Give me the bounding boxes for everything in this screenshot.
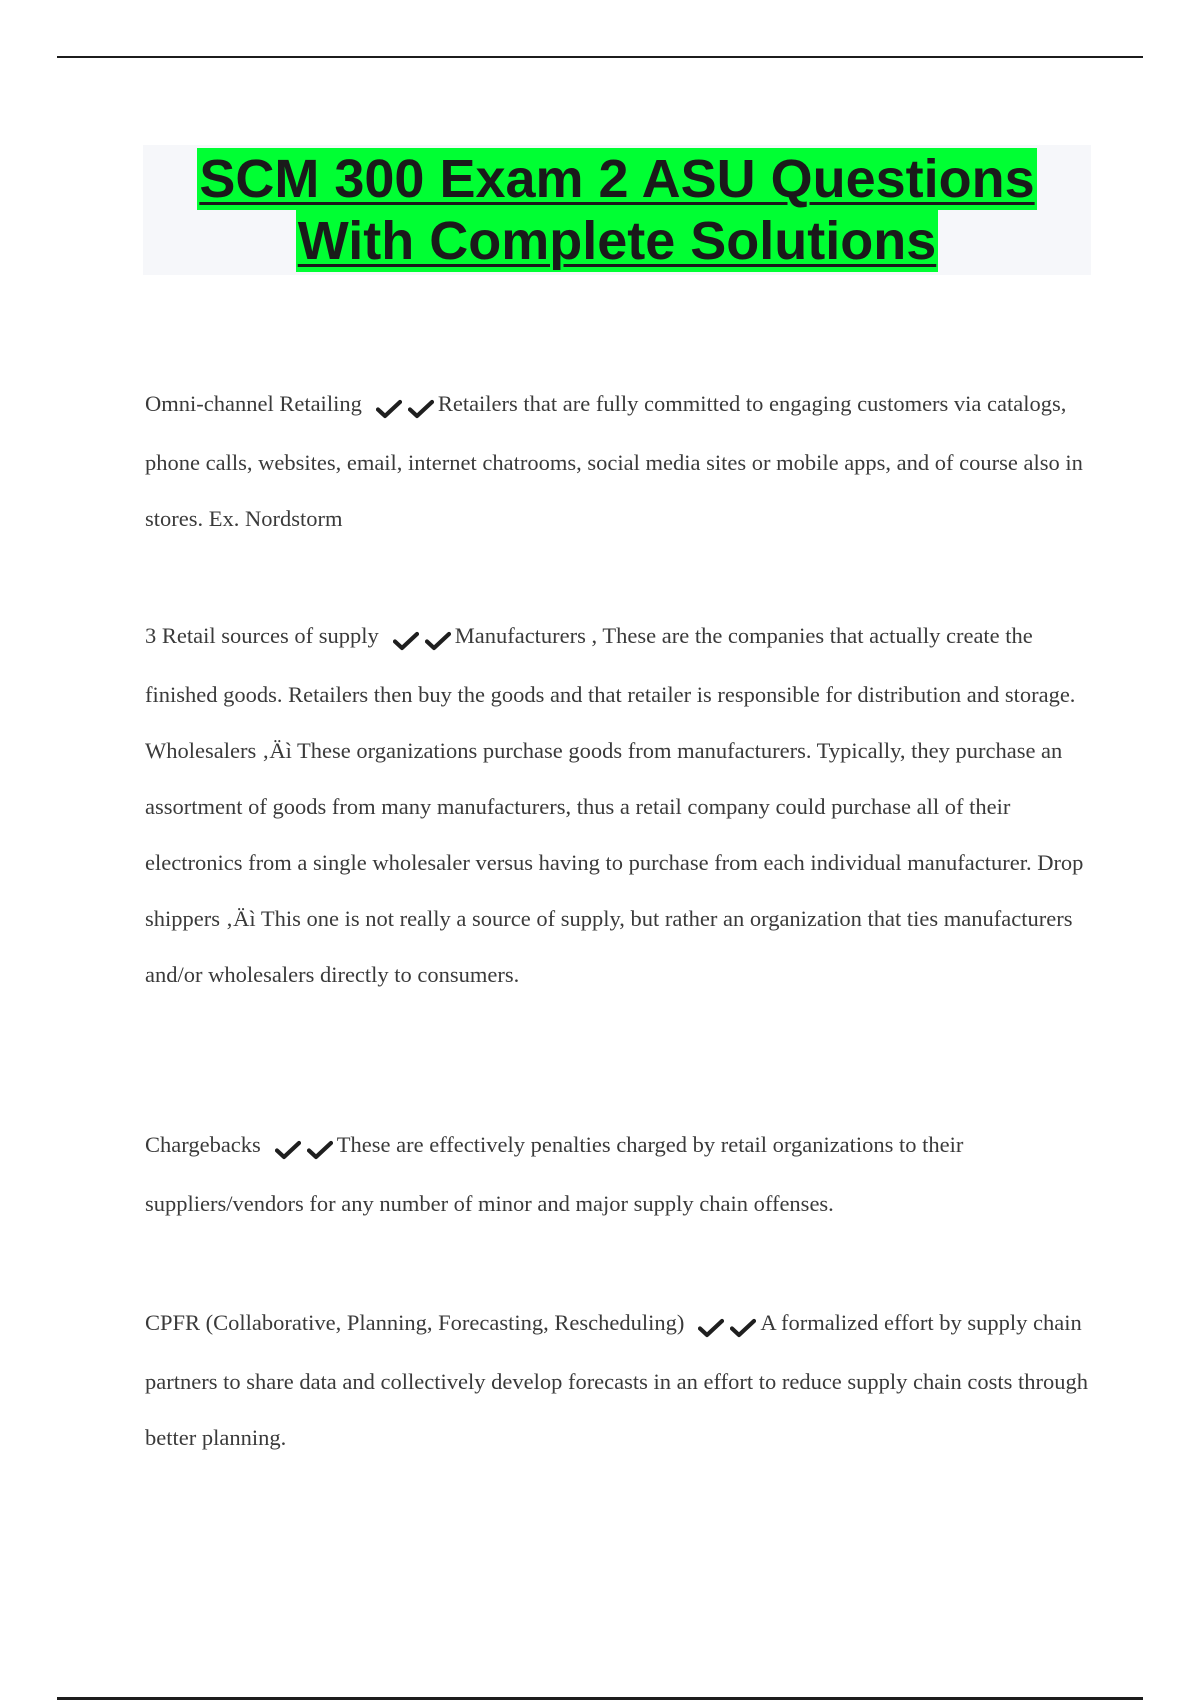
page-title-line-1: SCM 300 Exam 2 ASU Questions (199, 149, 1035, 209)
check-icon (408, 399, 434, 419)
entry-definition: Retailers that are fully committed to engaging customers via catalogs, phone calls, websites, email, internet chatrooms, social media sites or mobile apps, and of course also in stores. Ex. Nordstorm (145, 391, 1083, 531)
qa-entry-cpfr (145, 1295, 1090, 1466)
qa-entry-retail-sources (145, 608, 1090, 1003)
page-title-line-2: With Complete Solutions (297, 211, 937, 271)
title-banner (143, 145, 1091, 275)
entry-term: CPFR (Collaborative, Planning, Forecasting, Rescheduling) (145, 1310, 685, 1335)
entry-term: 3 Retail sources of supply (145, 623, 379, 648)
check-icon (307, 1140, 333, 1160)
answer-marker (376, 379, 436, 435)
check-icon (376, 399, 402, 419)
qa-entry-chargebacks (145, 1117, 1090, 1232)
top-rule (57, 56, 1143, 58)
entry-definition: A formalized effort by supply chain partners to share data and collectively develop forecasts in an effort to reduce supply chain costs through better planning. (145, 1310, 1089, 1450)
check-icon (698, 1318, 724, 1338)
answer-marker (393, 611, 453, 667)
check-icon (275, 1140, 301, 1160)
qa-entry-omni-channel (145, 376, 1090, 547)
entry-term: Omni-channel Retailing (145, 391, 362, 416)
answer-marker (275, 1120, 335, 1176)
entry-term: Chargebacks (145, 1132, 261, 1157)
check-icon (393, 631, 419, 651)
entry-definition: These are effectively penalties charged by retail organizations to their suppliers/vendors for any number of minor and major supply chain offenses. (145, 1132, 964, 1216)
check-icon (425, 631, 451, 651)
entry-definition: Manufacturers , These are the companies that actually create the finished goods. Retailers then buy the goods and that retailer is responsible for distribution and storage. Wholesalers ‚Äì These organizations purchase goods from manufacturers. Typically, they purchase an assortment of goods from many manufacturers, thus a retail company could purchase all of their electronics from a single wholesaler versus having to purchase from each individual manufacturer. Drop shippers ‚Äì This one is not really a source of supply, but rather an organization that ties manufacturers and/or wholesalers directly to consumers. (145, 623, 1084, 987)
check-icon (730, 1318, 756, 1338)
answer-marker (698, 1298, 758, 1354)
